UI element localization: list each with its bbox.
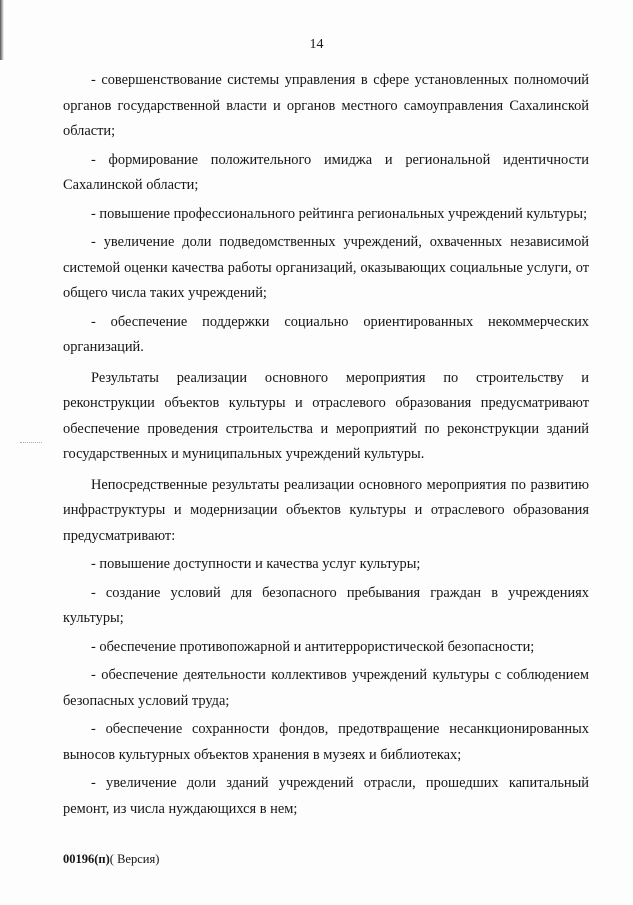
paragraph: - обеспечение деятельности коллективов учреждений культуры с соблюдением безопасных условий труда; [63,667,589,709]
paragraph: - повышение профессионального рейтинга региональных учреждений культуры; [91,205,588,222]
document-body [63,68,589,825]
paragraph: - увеличение доли зданий учреждений отрасли, прошедших капитальный ремонт, из числа нуждающихся в нем; [63,775,589,817]
paragraph: - обеспечение поддержки социально ориентированных некоммерческих организаций. [63,313,589,355]
paragraph: - создание условий для безопасного пребывания граждан в учреждениях культуры; [63,584,589,626]
document-version: ( Версия) [109,852,160,866]
document-code: 00196(п) [63,852,110,866]
paragraph: - обеспечение сохранности фондов, предотвращение несанкционированных выносов культурных объектов хранения в музеях и библиотеках; [63,721,589,763]
paragraph: - обеспечение противопожарной и антитеррористической безопасности; [91,638,535,655]
page-number: 14 [309,37,324,52]
paragraph: - повышение доступности и качества услуг культуры; [91,556,421,572]
paragraph: - увеличение доли подведомственных учреждений, охваченных независимой системой оценки качества работы организаций, оказывающих социальные услуги, от общего числа таких учреждений; [63,234,589,301]
document-footer [63,852,159,867]
paragraph: Результаты реализации основного мероприятия по строительству и реконструкции объектов культуры и отраслевого образования предусматривают обеспечение проведения строительства и мероприятий по реконструкции зданий государственных и муниципальных учреждений культуры. [63,369,589,462]
paragraph: - совершенствование системы управления в сфере установленных полномочий органов государственной власти и органов местного самоуправления Сахалинской области; [63,72,589,139]
paragraph: Непосредственные результаты реализации основного мероприятия по развитию инфраструктуры и модернизации объектов культуры и отраслевого образования предусматривают: [63,476,589,544]
margin-mark [20,442,42,444]
paragraph: - формирование положительного имиджа и региональной идентичности Сахалинской области; [63,151,589,193]
